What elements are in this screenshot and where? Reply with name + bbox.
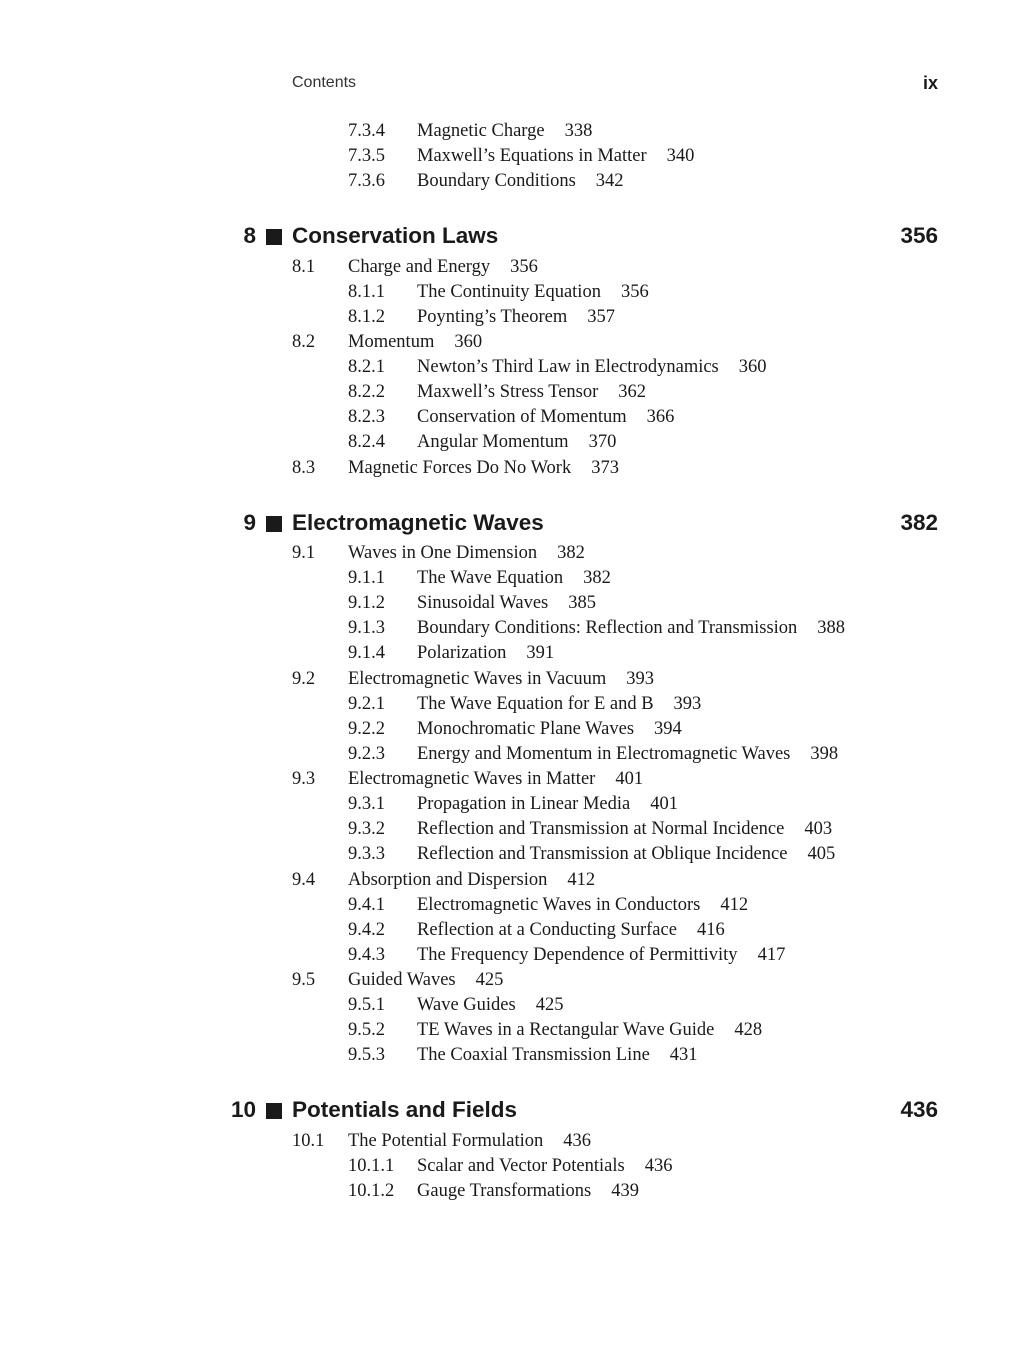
entry-page: 385 (568, 593, 597, 613)
entry-number: 9.5 (292, 970, 316, 990)
entry-number: 10.1.2 (348, 1181, 395, 1201)
entry-number: 8.1 (292, 257, 316, 277)
chapter-entry (0, 223, 1016, 255)
entry-number: 8.2.3 (348, 407, 385, 427)
page-number: ix (922, 73, 938, 93)
entry-title (417, 1156, 672, 1177)
entry-number: 9.4.2 (348, 920, 385, 940)
entry-title-text: Wave Guides (417, 995, 516, 1015)
entry-page: 360 (454, 332, 483, 352)
entry-title (417, 920, 725, 941)
entry-title (348, 1131, 591, 1152)
square-bullet-icon (266, 516, 282, 532)
entry-number: 8.2.1 (348, 357, 385, 377)
entry-title (417, 1181, 639, 1202)
entry-number: 8.2.4 (348, 432, 385, 452)
running-title: Contents (292, 74, 357, 91)
entry-title-text: Reflection at a Conducting Surface (417, 920, 677, 940)
entry-title-text: Poynting’s Theorem (417, 307, 568, 327)
entry-number: 9.2.3 (348, 744, 385, 764)
entry-title (417, 719, 682, 740)
entry-page: 366 (646, 407, 675, 427)
subsection-entry (0, 1020, 1016, 1045)
entry-number: 9.1 (292, 543, 316, 563)
subsection-entry (0, 995, 1016, 1020)
section-entry (0, 257, 1016, 282)
entry-title (348, 870, 595, 891)
entry-title (417, 618, 845, 639)
entry-number: 9.3.1 (348, 794, 385, 814)
entry-title-text: Absorption and Dispersion (348, 870, 548, 890)
subsection-entry (0, 171, 1016, 196)
entry-title-text: Reflection and Transmission at Oblique Incidence (417, 844, 788, 864)
entry-title (417, 357, 767, 378)
subsection-entry (0, 121, 1016, 146)
subsection-entry (0, 357, 1016, 382)
entry-number: 9.5.1 (348, 995, 385, 1015)
entry-title-text: Electromagnetic Waves in Vacuum (348, 669, 607, 689)
entry-number: 9.3.2 (348, 819, 385, 839)
entry-number: 9.4.1 (348, 895, 385, 915)
entry-title (417, 146, 694, 167)
entry-title-text: Angular Momentum (417, 432, 569, 452)
entry-title-text: Potentials and Fields (292, 1097, 518, 1122)
entry-page: 356 (510, 257, 538, 277)
entry-number: 9.2.1 (348, 694, 385, 714)
square-bullet-icon (266, 1103, 282, 1119)
entry-title (417, 307, 615, 328)
chapter-entry (0, 1097, 1016, 1129)
entry-page: 356 (900, 223, 938, 248)
entry-title-text: Conservation Laws (292, 223, 499, 248)
entry-title-text: Charge and Energy (348, 257, 491, 277)
entry-title (348, 669, 654, 690)
entry-title-text: Waves in One Dimension (348, 543, 538, 563)
entry-title-text: Magnetic Forces Do No Work (348, 458, 572, 478)
entry-title (348, 458, 619, 479)
entry-title (417, 171, 624, 192)
entry-page: 340 (666, 146, 695, 166)
entry-page: 439 (611, 1181, 639, 1201)
entry-title (348, 257, 538, 278)
subsection-entry (0, 382, 1016, 407)
entry-number: 10.1 (292, 1131, 325, 1151)
entry-number: 9.4.3 (348, 945, 385, 965)
entry-title-text: Propagation in Linear Media (417, 794, 631, 814)
entry-number: 8.2.2 (348, 382, 385, 402)
entry-title (417, 995, 563, 1016)
subsection-entry (0, 819, 1016, 844)
entry-number: 9.1.2 (348, 593, 385, 613)
entry-title-text: Maxwell’s Equations in Matter (417, 146, 647, 166)
entry-number: 10.1.1 (348, 1156, 395, 1176)
entry-title-text: Energy and Momentum in Electromagnetic Waves (417, 744, 791, 764)
entry-title (417, 744, 838, 765)
entry-page: 436 (563, 1131, 592, 1151)
entry-title-text: Reflection and Transmission at Normal Incidence (417, 819, 785, 839)
entry-page: 373 (591, 458, 619, 478)
section-entry (0, 970, 1016, 995)
entry-title (417, 121, 592, 142)
entry-number: 7.3.5 (348, 146, 385, 166)
entry-page: 431 (669, 1045, 698, 1065)
entry-page: 356 (620, 282, 649, 302)
subsection-entry (0, 694, 1016, 719)
entry-title (417, 945, 785, 966)
entry-number: 10 (230, 1097, 256, 1122)
entry-title (348, 543, 585, 564)
subsection-entry (0, 1045, 1016, 1070)
subsection-entry (0, 593, 1016, 618)
entry-title (292, 510, 544, 536)
entry-title (417, 1020, 762, 1041)
entry-title-text: Newton’s Third Law in Electrodynamics (417, 357, 719, 377)
subsection-entry (0, 643, 1016, 668)
entry-title-text: The Coaxial Transmission Line (417, 1045, 650, 1065)
entry-title (348, 970, 503, 991)
entry-page: 425 (535, 995, 564, 1015)
subsection-entry (0, 1156, 1016, 1181)
entry-title (417, 593, 596, 614)
entry-title (417, 382, 646, 403)
entry-page: 436 (900, 1097, 938, 1122)
entry-title (417, 407, 674, 428)
entry-title-text: The Potential Formulation (348, 1131, 544, 1151)
entry-number: 8.2 (292, 332, 316, 352)
entry-title-text: Conservation of Momentum (417, 407, 627, 427)
entry-title (292, 223, 498, 249)
subsection-entry (0, 744, 1016, 769)
entry-page: 357 (587, 307, 615, 327)
entry-number: 8.1.1 (348, 282, 385, 302)
entry-page: 362 (618, 382, 647, 402)
entry-number: 8.3 (292, 458, 316, 478)
subsection-entry (0, 432, 1016, 457)
entry-number: 9.5.2 (348, 1020, 385, 1040)
entry-title-text: The Continuity Equation (417, 282, 601, 302)
entry-title-text: Momentum (348, 332, 435, 352)
entry-number: 9.1.1 (348, 568, 385, 588)
entry-title (417, 1045, 698, 1066)
entry-page: 391 (526, 643, 555, 663)
entry-page: 398 (810, 744, 839, 764)
entry-title (417, 568, 611, 589)
entry-title-text: Boundary Conditions: Reflection and Transmission (417, 618, 798, 638)
entry-page: 382 (557, 543, 585, 563)
entry-page: 370 (588, 432, 617, 452)
subsection-entry (0, 794, 1016, 819)
entry-title-text: Gauge Transformations (417, 1181, 592, 1201)
entry-title (417, 282, 649, 303)
entry-title (417, 819, 832, 840)
entry-page: 393 (626, 669, 655, 689)
entry-title (417, 432, 616, 453)
entry-page: 382 (583, 568, 611, 588)
entry-title (417, 694, 701, 715)
entry-number: 9.4 (292, 870, 316, 890)
entry-number: 9.1.4 (348, 643, 385, 663)
entry-page: 338 (564, 121, 593, 141)
entry-title-text: Electromagnetic Waves in Matter (348, 769, 596, 789)
entry-page: 360 (738, 357, 767, 377)
entry-title (417, 895, 748, 916)
section-entry (0, 458, 1016, 483)
section-entry (0, 332, 1016, 357)
subsection-entry (0, 920, 1016, 945)
entry-title-text: The Wave Equation (417, 568, 564, 588)
subsection-entry (0, 895, 1016, 920)
entry-title (292, 1097, 517, 1123)
entry-title-text: Electromagnetic Waves (292, 510, 544, 535)
entry-number: 9.2.2 (348, 719, 385, 739)
subsection-entry (0, 282, 1016, 307)
subsection-entry (0, 307, 1016, 332)
entry-number: 7.3.4 (348, 121, 385, 141)
entry-page: 416 (696, 920, 725, 940)
entry-title (417, 794, 678, 815)
entry-number: 9.5.3 (348, 1045, 385, 1065)
entry-page: 405 (807, 844, 836, 864)
entry-page: 428 (734, 1020, 763, 1040)
entry-title (348, 769, 643, 790)
entry-page: 342 (595, 171, 624, 191)
entry-page: 401 (650, 794, 678, 814)
entry-title-text: Magnetic Charge (417, 121, 545, 141)
section-entry (0, 543, 1016, 568)
entry-page: 388 (817, 618, 846, 638)
subsection-entry (0, 1181, 1016, 1206)
entry-number: 9 (243, 510, 256, 535)
square-bullet-icon (266, 229, 282, 245)
entry-title-text: Guided Waves (348, 970, 456, 990)
section-entry (0, 870, 1016, 895)
entry-title-text: Electromagnetic Waves in Conductors (417, 895, 701, 915)
section-entry (0, 769, 1016, 794)
entry-title (417, 643, 554, 664)
entry-number: 8 (243, 223, 256, 248)
entry-title (417, 844, 835, 865)
entry-page: 382 (900, 510, 938, 535)
entry-title-text: The Frequency Dependence of Permittivity (417, 945, 738, 965)
entry-number: 8.1.2 (348, 307, 385, 327)
entry-title-text: Sinusoidal Waves (417, 593, 549, 613)
entry-page: 394 (654, 719, 682, 739)
entry-number: 9.3 (292, 769, 316, 789)
entry-number: 9.1.3 (348, 618, 385, 638)
entry-page: 417 (757, 945, 786, 965)
subsection-entry (0, 146, 1016, 171)
section-entry (0, 1131, 1016, 1156)
entry-page: 412 (567, 870, 596, 890)
entry-number: 9.3.3 (348, 844, 385, 864)
chapter-entry (0, 510, 1016, 542)
entry-number: 7.3.6 (348, 171, 385, 191)
entry-page: 401 (615, 769, 644, 789)
entry-page: 412 (720, 895, 749, 915)
entry-page: 403 (804, 819, 833, 839)
entry-page: 425 (475, 970, 504, 990)
entry-title (348, 332, 482, 353)
entry-title-text: Maxwell’s Stress Tensor (417, 382, 599, 402)
subsection-entry (0, 407, 1016, 432)
subsection-entry (0, 945, 1016, 970)
entry-page: 393 (673, 694, 702, 714)
section-entry (0, 669, 1016, 694)
subsection-entry (0, 568, 1016, 593)
entry-title-text: TE Waves in a Rectangular Wave Guide (417, 1020, 715, 1040)
subsection-entry (0, 719, 1016, 744)
entry-title-text: Monochromatic Plane Waves (417, 719, 635, 739)
entry-title-text: Polarization (417, 643, 507, 663)
entry-page: 436 (644, 1156, 673, 1176)
entry-title-text: The Wave Equation for E and B (417, 694, 654, 714)
subsection-entry (0, 844, 1016, 869)
subsection-entry (0, 618, 1016, 643)
entry-number: 9.2 (292, 669, 316, 689)
entry-title-text: Scalar and Vector Potentials (417, 1156, 625, 1176)
entry-title-text: Boundary Conditions (417, 171, 576, 191)
